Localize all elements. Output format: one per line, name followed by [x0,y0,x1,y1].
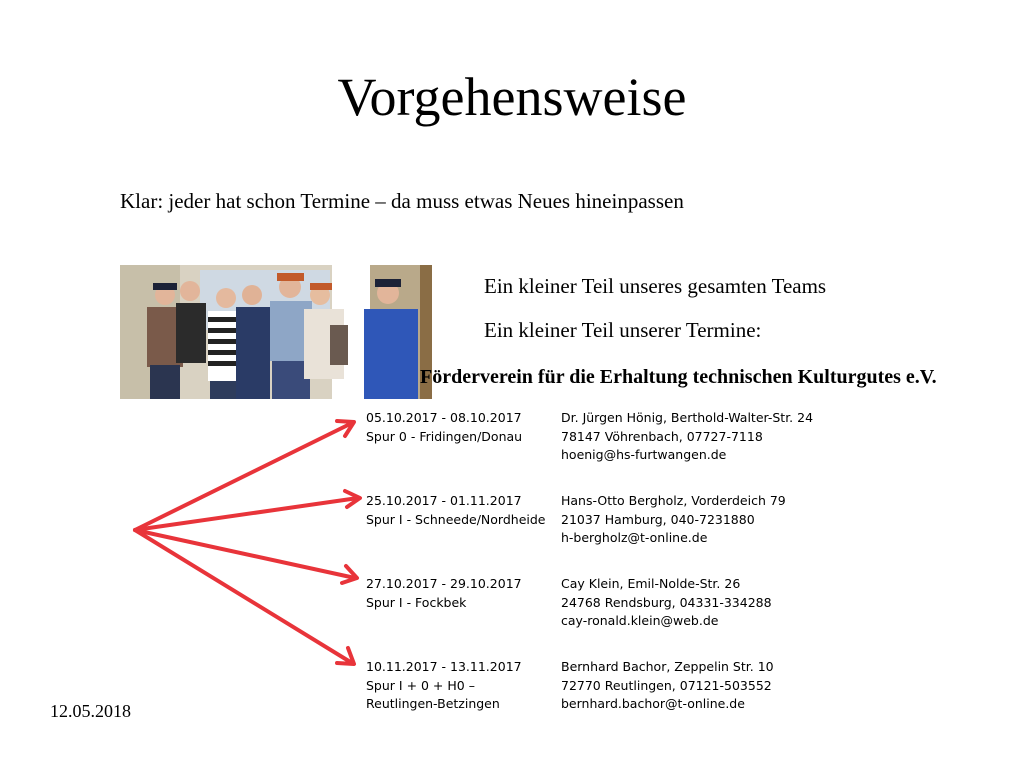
document-heading: Förderverein für die Erhaltung technischen Kulturgutes e.V. [420,366,937,388]
event-date: 25.10.2017 - 01.11.2017 [366,493,522,508]
event-track-cont: Reutlingen-Betzingen [366,696,500,711]
dates-caption: Ein kleiner Teil unserer Termine: [484,318,762,342]
event-track: Spur I - Schneede/Nordheide [366,511,546,527]
event-track: Spur I + 0 + H0 – [366,677,475,693]
event-2-date-track [366,492,545,529]
arrow-to-event-4 [135,530,352,663]
event-date: 27.10.2017 - 29.10.2017 [366,576,522,591]
arrow-to-event-1 [135,423,352,530]
event-date: 05.10.2017 - 08.10.2017 [366,410,522,425]
contact-name: Dr. Jürgen Hönig, Berthold-Walter-Str. 24 [561,410,814,425]
event-3-date-track [366,575,522,612]
contact-address: 24768 Rendsburg, 04331-334288 [561,594,772,610]
event-4-date-track [366,658,522,714]
subtitle-text: Klar: jeder hat schon Termine – da muss etwas Neues hineinpassen [120,189,684,213]
arrow-head-event-2 [345,491,360,507]
contact-address: 78147 Vöhrenbach, 07727-7118 [561,428,763,444]
arrow-to-event-3 [135,530,355,578]
contact-email: hoenig@hs-furtwangen.de [561,447,727,462]
contact-email: h-bergholz@t-online.de [561,530,708,545]
event-2-contact [561,492,786,548]
team-photo [120,265,432,399]
arrow-head-event-1 [337,421,354,436]
event-track: Spur I - Fockbek [366,594,467,610]
event-1-date-track [366,409,522,446]
event-date: 10.11.2017 - 13.11.2017 [366,659,522,674]
event-3-contact [561,575,772,631]
contact-address: 21037 Hamburg, 040-7231880 [561,511,755,527]
event-track: Spur 0 - Fridingen/Donau [366,428,523,444]
team-caption: Ein kleiner Teil unseres gesamten Teams [484,274,827,298]
contact-name: Bernhard Bachor, Zeppelin Str. 10 [561,659,774,674]
arrow-head-event-4 [337,648,354,664]
footer-date: 12.05.2018 [50,701,131,721]
contact-name: Cay Klein, Emil-Nolde-Str. 26 [561,576,741,591]
event-1-contact [561,409,813,465]
contact-email: bernhard.bachor@t-online.de [561,696,745,711]
arrow-head-event-3 [342,566,357,583]
arrow-to-event-2 [135,498,358,530]
slide-title: Vorgehensweise [337,67,687,127]
contact-name: Hans-Otto Bergholz, Vorderdeich 79 [561,493,786,508]
contact-address: 72770 Reutlingen, 07121-503552 [561,677,772,693]
contact-email: cay-ronald.klein@web.de [561,613,719,628]
event-4-contact [561,658,774,714]
